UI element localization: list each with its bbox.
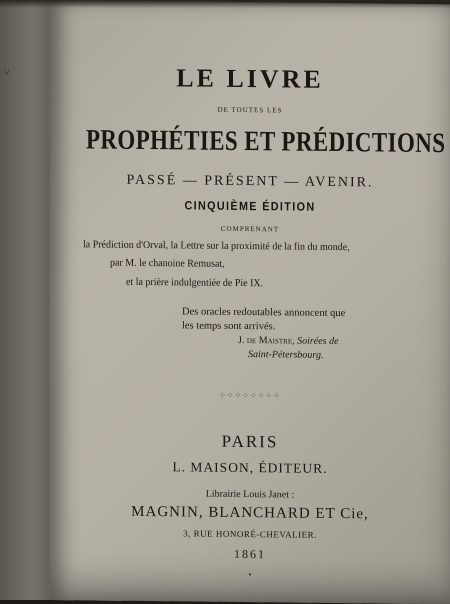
imprint-magnin: MAGNIN, BLANCHARD ET Cie,: [131, 503, 369, 523]
imprint-address: 3, RUE HONORÉ-CHEVALIER.: [183, 528, 317, 540]
imprint-city: PARIS: [221, 431, 279, 452]
title-connector: DE TOUTES LES: [217, 105, 283, 115]
imprint-year: 1861: [234, 546, 266, 562]
epigraph-work-2: Saint-Pétersbourg.: [248, 349, 324, 361]
imprint-publisher: L. MAISON, ÉDITEUR.: [172, 459, 328, 476]
description-line-2: par M. le chanoine Remusat,: [110, 257, 225, 270]
epigraph-line-2: les temps sont arrivés.: [182, 320, 276, 333]
book-title: LE LIVRE: [176, 63, 324, 94]
edition-label: CINQUIÈME ÉDITION: [184, 198, 316, 214]
epigraph-work-1: Soirées de: [297, 335, 339, 348]
margin-mark: ˅: [4, 68, 10, 79]
comprenant-label: COMPRENANT: [220, 224, 280, 234]
main-title: PROPHÉTIES ET PRÉDICTIONS: [86, 124, 446, 160]
imprint-librairie: Librairie Louis Janet :: [205, 488, 295, 501]
ornament-divider: ⁘⁘⁘⁘⁘⁘⁘⁘: [219, 390, 281, 401]
footer-dot: •: [248, 570, 252, 580]
epigraph: [182, 305, 345, 335]
title-page: [50, 0, 450, 604]
page-top-shadow: [0, 0, 450, 8]
description-line-3: et la prière indulgentiée de Pie IX.: [126, 276, 264, 290]
epigraph-attribution: [238, 334, 339, 363]
description-line-1: la Prédiction d'Orval, la Lettre sur la proximité de la fin du monde,: [83, 239, 350, 254]
epigraph-author: J. de Maistre,: [238, 334, 295, 347]
epigraph-line-1: Des oracles redoutables annoncent que: [182, 306, 346, 320]
tenses-line: PASSÉ — PRÉSENT — AVENIR.: [126, 172, 374, 191]
